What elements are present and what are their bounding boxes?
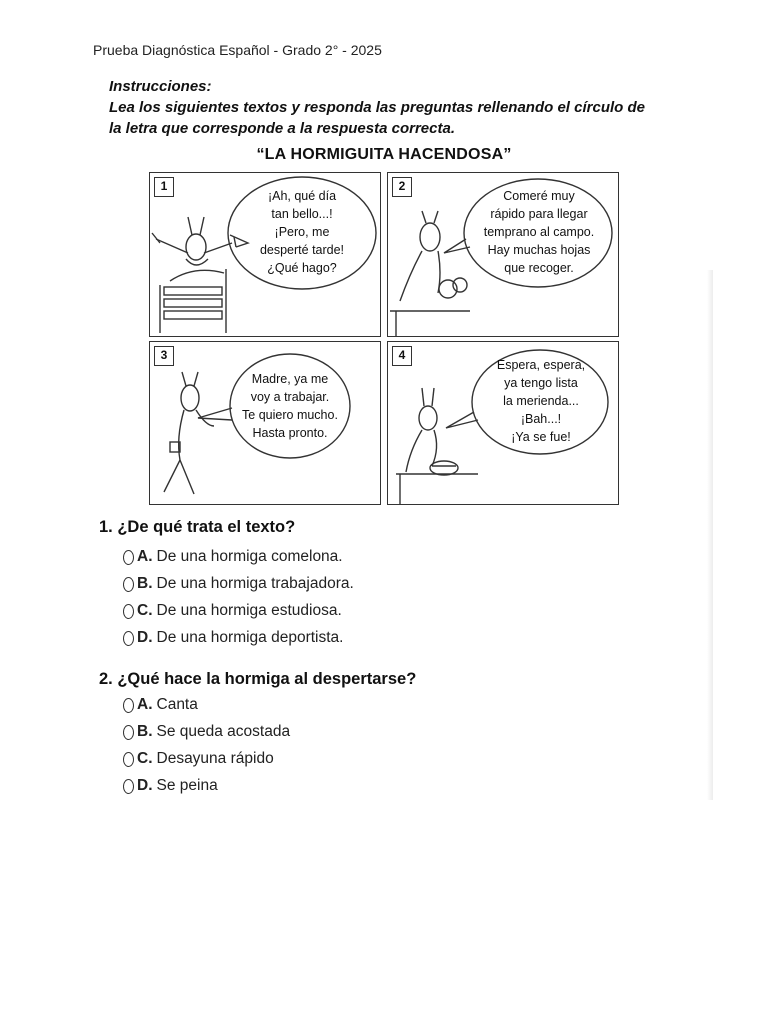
radio-circle[interactable] bbox=[123, 779, 134, 794]
speech-bubble-text: Espera, espera, ya tengo lista la merienda... ¡Bah...! ¡Ya se fue! bbox=[496, 358, 586, 444]
comic-panel-2 bbox=[387, 172, 619, 337]
answer-option-2c[interactable]: C. Desayuna rápido bbox=[123, 750, 274, 768]
panel-number: 2 bbox=[392, 177, 412, 197]
speech-bubble-text: Madre, ya me voy a trabajar. Te quiero mucho. Hasta pronto. bbox=[242, 372, 338, 440]
radio-circle[interactable] bbox=[123, 604, 134, 619]
question-2: 2. ¿Qué hace la hormiga al despertarse? bbox=[99, 670, 417, 688]
answer-option-1a[interactable]: A. De una hormiga comelona. bbox=[123, 548, 343, 566]
speech-bubble-text: Comeré muy rápido para llegar temprano al campo. Hay muchas hojas que recoger. bbox=[483, 189, 595, 275]
comic-panel-3 bbox=[149, 341, 381, 505]
answer-option-1b[interactable]: B. De una hormiga trabajadora. bbox=[123, 575, 354, 593]
speech-bubble-text: ¡Ah, qué día tan bello...! ¡Pero, me desperté tarde! ¿Qué hago? bbox=[259, 189, 345, 275]
radio-circle[interactable] bbox=[123, 752, 134, 767]
instructions-line-2: la letra que corresponde a la respuesta correcta. bbox=[109, 120, 455, 137]
scan-edge-shadow bbox=[707, 270, 713, 800]
instructions bbox=[109, 76, 669, 139]
instructions-line-1: Lea los siguientes textos y responda las preguntas rellenando el círculo de bbox=[109, 99, 645, 116]
radio-circle[interactable] bbox=[123, 725, 134, 740]
panel-number: 3 bbox=[154, 346, 174, 366]
radio-circle[interactable] bbox=[123, 550, 134, 565]
comic-panel-4 bbox=[387, 341, 619, 505]
answer-option-1d[interactable]: D. De una hormiga deportista. bbox=[123, 629, 343, 647]
radio-circle[interactable] bbox=[123, 698, 134, 713]
comic-panel-1 bbox=[149, 172, 381, 337]
panel-number: 1 bbox=[154, 177, 174, 197]
answer-option-2a[interactable]: A. Canta bbox=[123, 696, 198, 714]
answer-option-2b[interactable]: B. Se queda acostada bbox=[123, 723, 290, 741]
answer-option-1c[interactable]: C. De una hormiga estudiosa. bbox=[123, 602, 342, 620]
panel-number: 4 bbox=[392, 346, 412, 366]
document-header: Prueba Diagnóstica Español - Grado 2° - 2025 bbox=[93, 42, 382, 58]
instructions-heading: Instrucciones: bbox=[109, 78, 212, 95]
radio-circle[interactable] bbox=[123, 577, 134, 592]
answer-option-2d[interactable]: D. Se peina bbox=[123, 777, 218, 795]
radio-circle[interactable] bbox=[123, 631, 134, 646]
story-title: “LA HORMIGUITA HACENDOSA” bbox=[256, 146, 512, 163]
question-1: 1. ¿De qué trata el texto? bbox=[99, 518, 296, 536]
